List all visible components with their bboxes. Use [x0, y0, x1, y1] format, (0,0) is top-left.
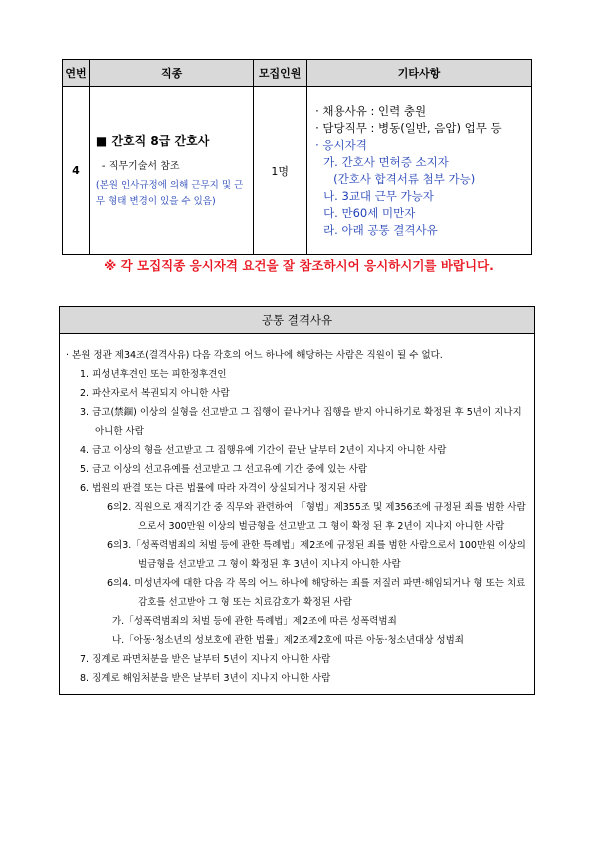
list-item: 1. 피성년후견인 또는 피한정후견인 — [80, 369, 227, 380]
list-item: 6. 법원의 판결 또는 다른 법률에 따라 자격이 상실되거나 정지된 사람 — [80, 483, 368, 494]
table-row — [63, 87, 532, 255]
job-cell — [89, 87, 253, 255]
list-item: 6의2. 직원으로 재직기간 중 직무와 관련하여 「형법」제355조 및 제356조에 규정된 죄를 범한 사람으로서 300만원 이상의 벌금형을 선고받고 그 형이 확정 된 후 2년이 지나지 아니한 사람 — [107, 502, 526, 532]
etc-line: 다. 만60세 미만자 — [323, 205, 416, 220]
notice-text: ※ 각 모집직종 응시자격 요건을 잘 참조하시어 응시하시기를 바랍니다. — [104, 258, 494, 273]
common-intro: · 본원 정관 제34조(결격사유) 다음 각호의 어느 하나에 해당하는 사람은 직원이 될 수 없다. — [66, 350, 443, 361]
list-item: 나.「아동·청소년의 성보호에 관한 법률」제2조제2호에 따른 아동·청소년대상 성범죄 — [112, 635, 464, 646]
recruitment-table — [62, 59, 532, 255]
row-number: 4 — [63, 87, 90, 255]
etc-line: · 응시자격 — [315, 137, 367, 152]
etc-cell — [307, 87, 532, 255]
list-item: 6의3.「성폭력범죄의 처벌 등에 관한 특례법」제2조에 규정된 죄를 범한 사람으로서 100만원 이상의 벌금형을 선고받고 그 형이 확정된 후 3년이 지나지 아니한 사람 — [107, 540, 526, 570]
etc-line: (간호사 합격서류 첨부 가능) — [333, 171, 476, 186]
list-item: 5. 금고 이상의 선고유예를 선고받고 그 선고유예 기간 중에 있는 사람 — [80, 464, 368, 475]
etc-line: 나. 3교대 근무 가능자 — [323, 188, 434, 203]
list-item: 4. 금고 이상의 형을 선고받고 그 집행유예 기간이 끝난 날부터 2년이 지나지 아니한 사람 — [80, 445, 447, 456]
common-disqualification-box — [59, 306, 535, 695]
job-title: ■ 간호직 8급 간호사 — [95, 133, 210, 148]
job-note: (본원 인사규정에 의해 근무지 및 근무 형태 변경이 있을 수 있음) — [95, 179, 244, 207]
header-count: 모집인원 — [254, 60, 307, 87]
list-item: 8. 징계로 해임처분을 받은 날부터 3년이 지나지 아니한 사람 — [80, 673, 331, 684]
common-title: 공통 결격사유 — [60, 307, 534, 334]
etc-line: · 채용사유 : 인력 충원 — [315, 103, 427, 118]
header-no: 연번 — [63, 60, 90, 87]
table-header-row — [63, 60, 532, 87]
recruit-count: 1명 — [254, 87, 307, 255]
etc-line: 가. 간호사 면허증 소지자 — [323, 154, 449, 169]
header-job: 직종 — [89, 60, 253, 87]
header-etc: 기타사항 — [307, 60, 532, 87]
list-item: 6의4. 미성년자에 대한 다음 각 목의 어느 하나에 해당하는 죄를 저질러 파면·해임되거나 형 또는 치료감호를 선고받아 그 형 또는 치료감호가 확정된 사람 — [107, 578, 526, 608]
list-item: 7. 징계로 파면처분을 받은 날부터 5년이 지나지 아니한 사람 — [80, 654, 331, 665]
common-body — [60, 334, 534, 688]
list-item: 3. 금고(禁錮) 이상의 실형을 선고받고 그 집행이 끝나거나 집행을 받지 아니하기로 확정된 후 5년이 지나지 아니한 사람 — [80, 407, 522, 437]
etc-line: · 담당직무 : 병동(일반, 음압) 업무 등 — [315, 120, 502, 135]
etc-line: 라. 아래 공통 결격사유 — [323, 222, 438, 237]
job-sub: - 직무기술서 참조 — [101, 160, 180, 172]
list-item: 2. 파산자로서 복권되지 아니한 사람 — [80, 388, 230, 399]
list-item: 가.「성폭력범죄의 처벌 등에 관한 특례법」제2조에 따른 성폭력범죄 — [112, 616, 397, 627]
